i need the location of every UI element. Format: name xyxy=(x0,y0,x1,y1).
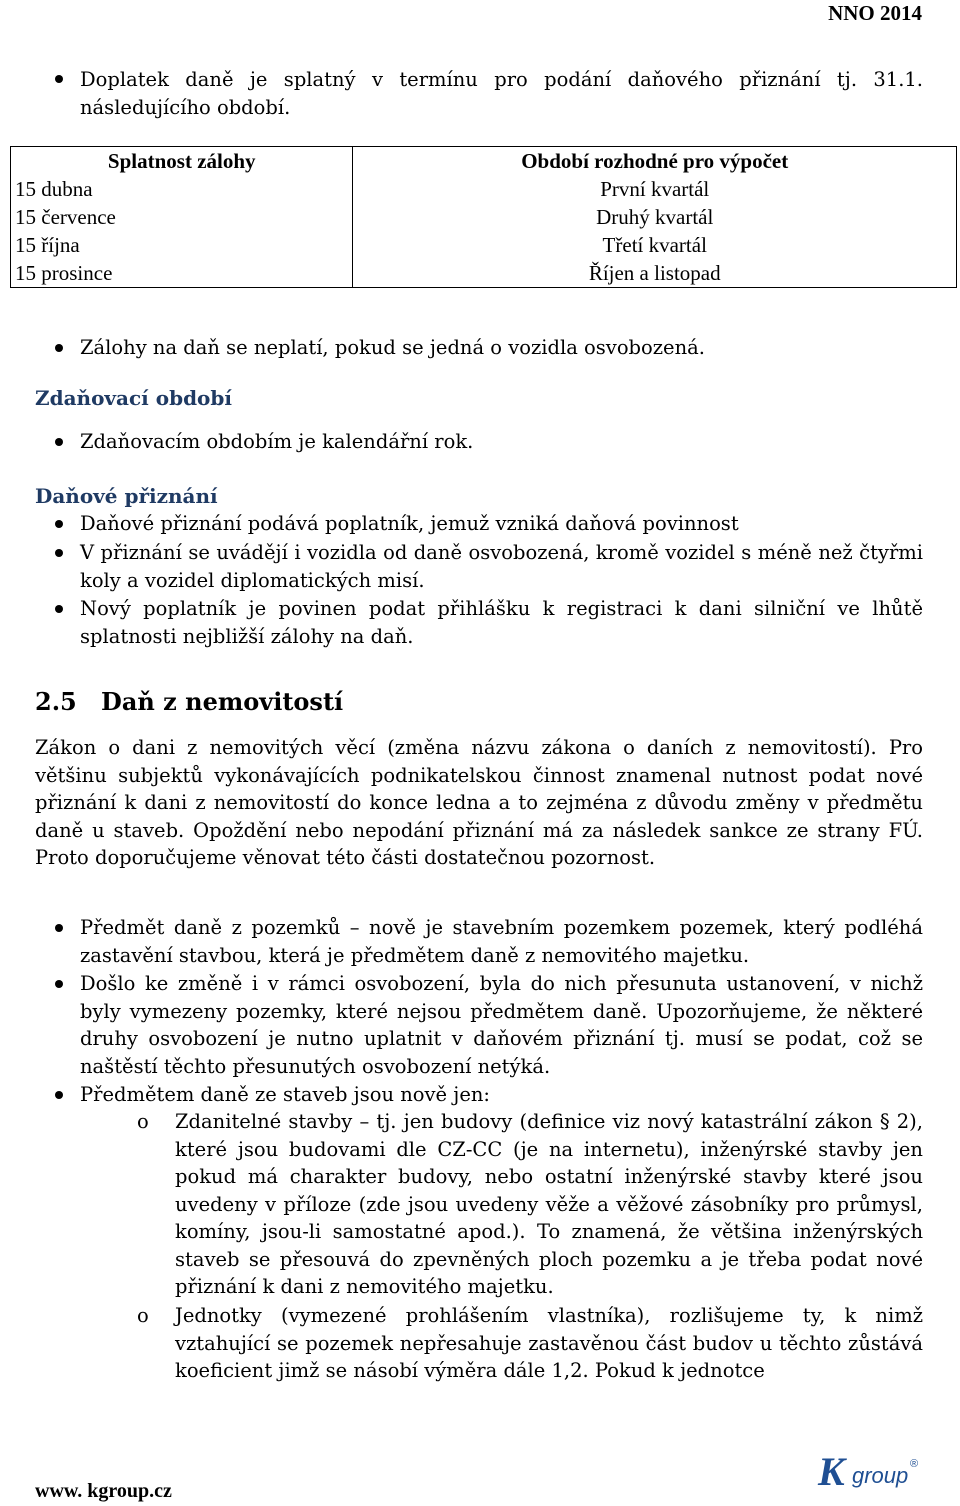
table-row xyxy=(11,259,957,288)
table-cell: Druhý kvartál xyxy=(353,203,957,231)
table-cell: První kvartál xyxy=(353,175,957,203)
table-row xyxy=(11,203,957,231)
tax-period-text: Zdaňovacím obdobím je kalendářní rok. xyxy=(80,430,474,453)
table-header-cell: Splatnost zálohy xyxy=(11,147,353,176)
kgroup-logo xyxy=(818,1450,928,1496)
advance-payment-table xyxy=(10,146,957,288)
bullet-icon xyxy=(55,344,63,352)
tax-return-bullet: Nový poplatník je povinen podat přihlášku k registraci k dani silniční ve lhůtě splatnosti nejbližší zálohy na daň. xyxy=(80,597,923,648)
advance-note-text: Zálohy na daň se neplatí, pokud se jedná o vozidla osvobozená. xyxy=(80,336,705,359)
bullet-icon xyxy=(55,1091,63,1099)
section-heading-tax-period: Zdaňovací období xyxy=(35,386,232,410)
bullet-icon xyxy=(55,980,63,988)
table-cell: Říjen a listopad xyxy=(353,259,957,288)
bullet-icon xyxy=(55,924,63,932)
sub-bullet-marker: o xyxy=(137,1110,149,1133)
tax-return-bullet: Daňové přiznání podává poplatník, jemuž vzniká daňová povinnost xyxy=(80,512,739,535)
table-cell: 15 dubna xyxy=(11,175,353,203)
table-cell: 15 října xyxy=(11,231,353,259)
logo-text: group xyxy=(852,1463,909,1488)
property-tax-paragraph: Zákon o dani z nemovitých věcí (změna názvu zákona o daních z nemovitostí). Pro většinu subjektů vykonávajících podnikatelskou činnost znamenal nutnost podat nové přiznání k dani z nemovitostí do konce ledna a to zejména z důvodu změny v předmětu daně u staveb. Opoždění nebo nepodání přiznání má za následek sankce ze strany FÚ. Proto doporučujeme věnovat této části dostatečnou pozornost. xyxy=(35,736,923,869)
table-cell: 15 července xyxy=(11,203,353,231)
sub-bullet-text: Zdanitelné stavby – tj. jen budovy (definice viz nový katastrální zákon § 2), které jsou budovami dle CZ-CC (je na internetu), inženýrské stavby jen pokud má charakter budovy, nebo ostatní inženýrské stavby které jsou uvedeny v příloze (zde jsou uvedeny věže a věžové zásobníky pro průmysl, komíny, jsou-li samostatné apod.). To znamená, že většina inženýrských staveb se přesouvá do zpevněných ploch pozemku a je třeba podat nové přiznání k dani z nemovitého majetku. xyxy=(175,1110,923,1298)
table-header-row xyxy=(11,147,957,176)
table-cell: Třetí kvartál xyxy=(353,231,957,259)
tax-return-bullet: V přiznání se uvádějí i vozidla od daně osvobozená, kromě vozidel s méně než čtyřmi koly a vozidel diplomatických misí. xyxy=(80,541,923,592)
section-title: Daň z nemovitostí xyxy=(101,687,344,716)
intro-bullet-text: Doplatek daně je splatný v termínu pro podání daňového přiznání tj. 31.1. následujícího období. xyxy=(80,68,923,119)
bullet-icon xyxy=(55,520,63,528)
property-bullet: Předmětem daně ze staveb jsou nově jen: xyxy=(80,1083,491,1106)
property-bullet: Došlo ke změně i v rámci osvobození, byla do nich přesunuta ustanovení, v nichž byly vymezeny pozemky, které nejsou předmětem daně. Upozorňujeme, že některé druhy osvobození je nutno uplatnit v daňovém přiznání tj. musí se podat, což se naštěstí těchto přesunutých osvobození netýká. xyxy=(80,972,923,1078)
sub-bullet-text: Jednotky (vymezené prohlášením vlastníka), rozlišujeme ty, k nimž vztahující se pozemek nepřesahuje zastavěnou část budov u těchto zůstává koeficient jimž se násobí výměra dále 1,2. Pokud k jednotce xyxy=(175,1304,923,1382)
property-bullet: Předmět daně z pozemků – nově je stavebním pozemkem pozemek, který podléhá zastavění stavbou, která je předmětem daně z nemovitého majetku. xyxy=(80,916,923,967)
bullet-icon xyxy=(55,549,63,557)
table-row xyxy=(11,231,957,259)
logo-letter: K xyxy=(818,1449,845,1494)
footer-url: www. kgroup.cz xyxy=(35,1480,172,1502)
table-row xyxy=(11,175,957,203)
table-header-cell: Období rozhodné pro výpočet xyxy=(353,147,957,176)
bullet-icon xyxy=(55,605,63,613)
logo-registered-mark: ® xyxy=(910,1458,919,1470)
sub-bullet-marker: o xyxy=(137,1304,149,1327)
section-number: 2.5 xyxy=(35,687,77,716)
section-heading-tax-return: Daňové přiznání xyxy=(35,484,218,508)
bullet-icon xyxy=(55,438,63,446)
document-header-title: NNO 2014 xyxy=(828,1,922,25)
table-cell: 15 prosince xyxy=(11,259,353,288)
bullet-icon xyxy=(55,75,63,83)
